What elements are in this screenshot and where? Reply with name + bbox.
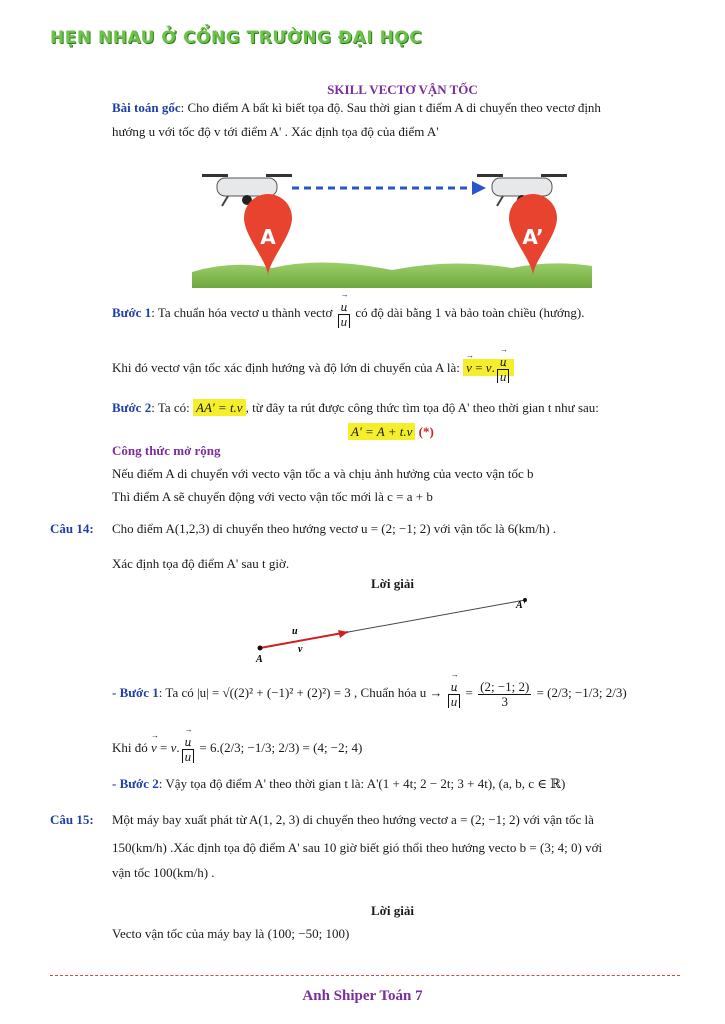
cau14-then-text: Khi đó <box>112 740 148 756</box>
cau14-step1-result: = (2/3; −1/3; 2/3) <box>536 685 627 701</box>
cau14-line-2: Xác định tọa độ điểm A' sau t giờ. <box>112 556 290 571</box>
cau15-label: Câu 15: <box>50 812 94 827</box>
cau14-step1-line: - Bước 1: Ta có |u| = √((2)² + (−1)² + (2)²) = 3 , Chuẩn hóa u → → u → u = $\frac{(2; -1; 2)}{3}$ = (2/3; −1/3; 2/3) <box>112 680 627 708</box>
step2-line <box>112 400 599 416</box>
label-u: u <box>292 626 298 637</box>
vector-u-arrow-head <box>338 630 348 638</box>
intro-text-1: : Cho điểm A bất kì biết tọa độ. Sau thời gian t điểm A di chuyển theo vectơ định <box>180 100 601 115</box>
cau14-normalized-fraction: $\frac{(2; -1; 2)}{3}$ <box>480 679 530 709</box>
step2-label: Bước 2 <box>112 400 152 415</box>
path-arrow-head <box>472 181 486 195</box>
step1-line <box>112 300 584 328</box>
cau14-step2-label: - Bước 2 <box>112 776 159 791</box>
cau15-line-2: 150(km/h) .Xác định tọa độ điểm A' sau 10 giờ biết gió thổi theo hướng vecto b = (3; 4; 0) với <box>112 840 603 855</box>
pin-a-label: A <box>260 225 276 249</box>
cau14-label: Câu 14: <box>50 521 94 536</box>
velocity-formula-highlight: → v = v. → u → u <box>463 359 514 376</box>
header-title: HẸN NHAU Ở CỔNG TRƯỜNG ĐẠI HỌC <box>50 28 423 48</box>
step1-then-text: Khi đó vectơ vận tốc xác định hướng và độ lớn di chuyển của A là: <box>112 360 460 376</box>
cau15-solution-label: Lời giải <box>371 903 414 918</box>
step2-text-a: : Ta có: <box>151 400 190 415</box>
pin-a2-label: A’ <box>522 225 544 249</box>
skill-title: SKILL VECTƠ VẬN TỐC <box>327 82 478 97</box>
cau14-step1-text: : Ta có |u| = √((2)² + (−1)² + (2)²) = 3 , Chuẩn hóa u → <box>158 685 443 701</box>
cau14-step1-label: - Bước 1 <box>112 685 159 701</box>
footer-divider <box>50 975 680 976</box>
cau15-line-4: Vecto vận tốc của máy bay là (100; −50; 100) <box>112 926 350 941</box>
extended-line-2: Thì điểm A sẽ chuyển động với vecto vận tốc mới là c = a + b <box>112 489 433 504</box>
cau14-unit-fraction: → u → u <box>448 680 461 708</box>
extended-line-1: Nếu điểm A di chuyển với vecto vận tốc a và chịu ảnh hưởng của vecto vận tốc b <box>112 466 534 481</box>
cau14-step2-line <box>112 776 565 792</box>
cau15-line-1: Một máy bay xuất phát từ A(1, 2, 3) di chuyển theo hướng vectơ a = (2; −1; 2) với vận tốc là <box>112 812 594 827</box>
cau14-then-line: Khi đó → v = v. → u → u = 6.(2/3; −1/3; 2/3) = (4; −2; 4) <box>112 735 362 763</box>
cau15-line-3: vận tốc 100(km/h) . <box>112 865 215 880</box>
cau14-then-fraction: → u → u <box>182 735 195 763</box>
label-a: A <box>256 654 263 664</box>
step1-text-b: có độ dài bằng 1 và bảo toàn chiều (hướng). <box>355 305 585 321</box>
label-a2: A' <box>516 600 526 611</box>
footer-text: Anh Shiper Toán 7 <box>302 988 423 1004</box>
step1-then-line <box>112 355 514 383</box>
label-v: v <box>298 644 303 655</box>
cau14-vector-diagram <box>250 592 540 664</box>
cau14-step2-text: : Vậy tọa độ điểm A' theo thời gian t là: A'(1 + 4t; 2 − 2t; 3 + 4t), (a, b, c ∈ ℝ) <box>158 776 566 791</box>
step2-star: (*) <box>418 424 434 439</box>
unit-vector-fraction: → u → u <box>338 300 351 328</box>
intro-line-1 <box>112 100 601 116</box>
cau14-solution-label: Lời giải <box>371 576 414 591</box>
intro-line-2: hướng u với tốc độ v tới điểm A' . Xác định tọa độ của điểm A' <box>112 124 439 139</box>
step1-label: Bước 1 <box>112 305 152 321</box>
cau14-line-1: Cho điểm A(1,2,3) di chuyển theo hướng vectơ u = (2; −1; 2) với vận tốc là 6(km/h) . <box>112 521 557 536</box>
step2-formula2-line <box>348 424 434 440</box>
point-a <box>258 646 263 651</box>
step1-text-a: : Ta chuẩn hóa vectơ u thành vectơ <box>151 305 333 321</box>
intro-label: Bài toán gốc <box>112 100 181 115</box>
step2-formula1: AA' = t.v <box>193 399 246 416</box>
drone-illustration <box>192 160 592 288</box>
cau14-then-formula: = 6.(2/3; −1/3; 2/3) = (4; −2; 4) <box>199 740 363 756</box>
step2-text-b: , từ đây ta rút được công thức tìm tọa độ A' theo thời gian t như sau: <box>245 400 599 415</box>
step2-formula2: A' = A + t.v <box>348 423 415 440</box>
extended-title: Công thức mở rộng <box>112 443 221 458</box>
vector-u-arrow <box>260 632 348 648</box>
